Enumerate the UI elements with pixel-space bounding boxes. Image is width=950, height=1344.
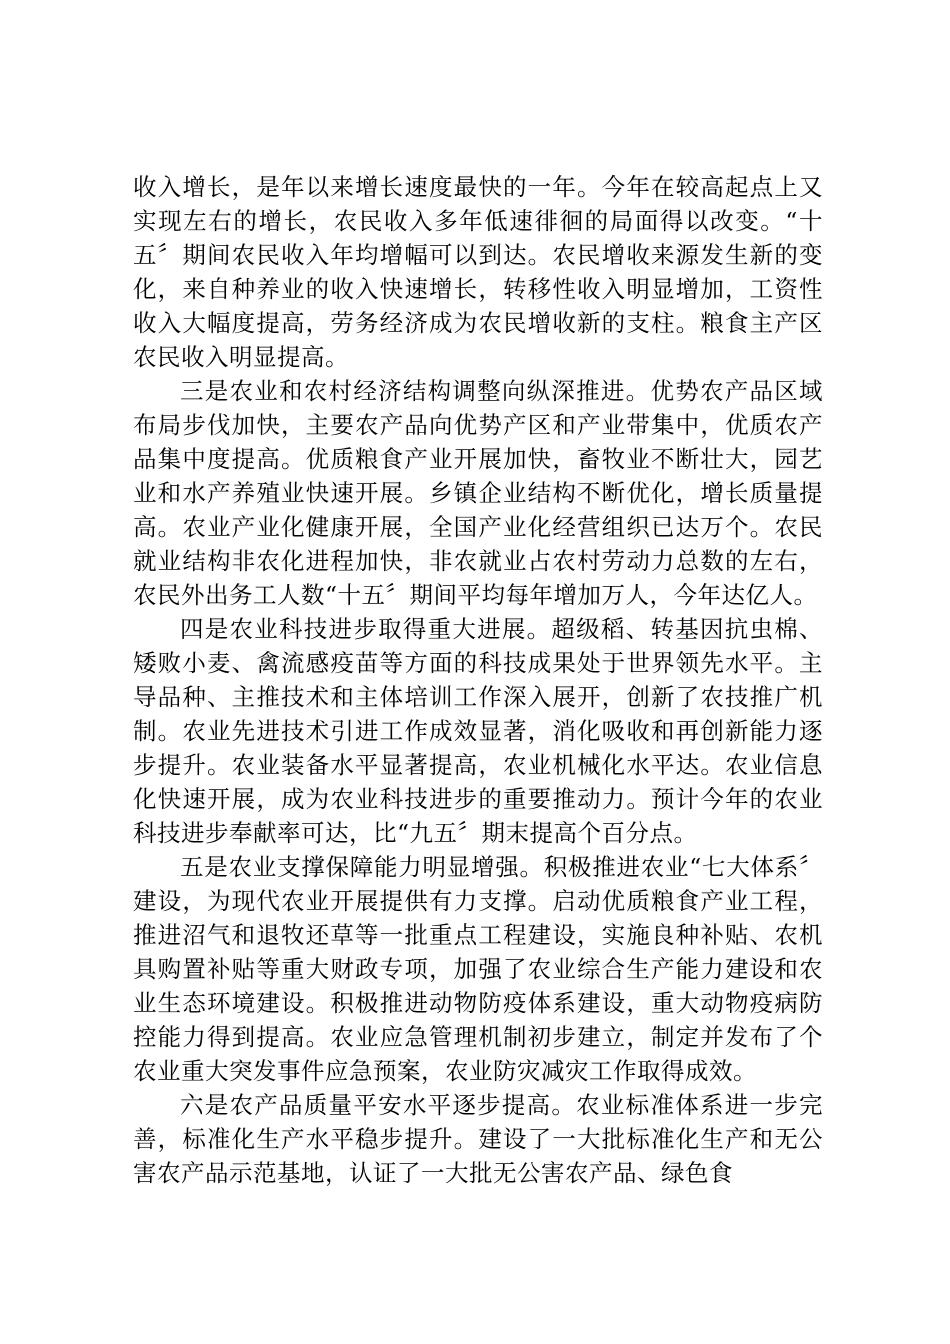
document-page	[133, 170, 823, 1190]
paragraph-quality-safety: 六是农产品质量平安水平逐步提高。农业标准体系进一步完善，标准化生产水平稳步提升。建设了一大批标准化生产和无公害农产品示范基地，认证了一大批无公害农产品、绿色食	[133, 1091, 823, 1187]
paragraph-support-capacity: 五是农业支撑保障能力明显增强。积极推进农业“七大体系〞建设，为现代农业开展提供有力支撑。启动优质粮食产业工程，推进沼气和退牧还草等一批重点工程建设，实施良种补贴、农机具购置补贴等重大财政专项，加强了农业综合生产能力建设和农业生态环境建设。积极推进动物防疫体系建设，重大动物疫病防控能力得到提高。农业应急管理机制初步建立，制定并发布了个农业重大突发事件应急预案，农业防灾减灾工作取得成效。	[133, 853, 823, 1085]
paragraph-structure-adjustment: 三是农业和农村经济结构调整向纵深推进。优势农产品区域布局步伐加快，主要农产品向优势产区和产业带集中，优质农产品集中度提高。优质粮食产业开展加快，畜牧业不断壮大，园艺业和水产养殖业快速开展。乡镇企业结构不断优化，增长质量提高。农业产业化健康开展，全国产业化经营组织已达万个。农民就业结构非农化进程加快，非农就业占农村劳动力总数的左右，农民外出务工人数“十五〞期间平均每年增加万人，今年达亿人。	[133, 377, 823, 609]
paragraph-tech-progress: 四是农业科技进步取得重大进展。超级稻、转基因抗虫棉、矮败小麦、禽流感疫苗等方面的科技成果处于世界领先水平。主导品种、主推技术和主体培训工作深入展开，创新了农技推广机制。农业先进技术引进工作成效显著，消化吸收和再创新能力逐步提升。农业装备水平显著提高，农业机械化水平达。农业信息化快速开展，成为农业科技进步的重要推动力。预计今年的农业科技进步奉献率可达，比“九五〞期末提高个百分点。	[133, 615, 823, 847]
paragraph-income-growth: 收入增长，是年以来增长速度最快的一年。今年在较高起点上又实现左右的增长，农民收入多年低速徘徊的局面得以改变。“十五〞期间农民收入年均增幅可以到达。农民增收来源发生新的变化，来自种养业的收入快速增长，转移性收入明显增加，工资性收入大幅度提高，劳务经济成为农民增收新的支柱。粮食主产区农民收入明显提高。	[133, 173, 823, 371]
